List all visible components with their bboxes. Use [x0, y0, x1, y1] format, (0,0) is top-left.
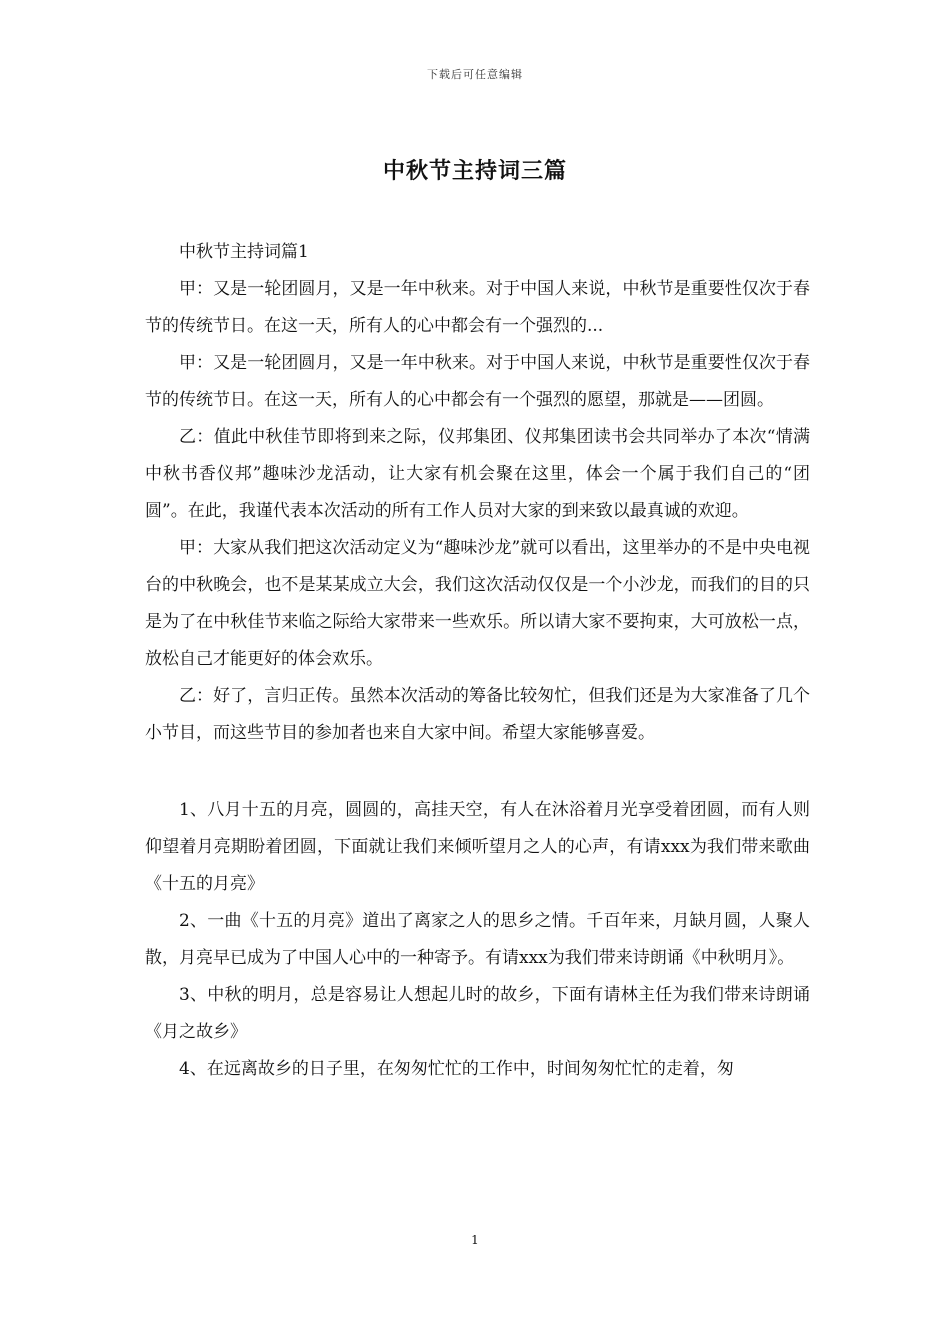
page-number: 1 — [471, 1233, 479, 1247]
program-item: 2、一曲《十五的月亮》道出了离家之人的思乡之情。千百年来，月缺月圆，人聚人散，月亮早已成为了中国人心中的一种寄予。有请xxx为我们带来诗朗诵《中秋明月》。 — [145, 911, 810, 968]
header-note: 下载后可任意编辑 — [427, 68, 523, 81]
paragraph: 乙：值此中秋佳节即将到来之际，仪邦集团、仪邦集团读书会共同举办了本次“情满中秋书香仪邦”趣味沙龙活动，让大家有机会聚在这里，体会一个属于我们自己的“团圆”。在此，我谨代表本次活动的所有工作人员对大家的到来致以最真诚的欢迎。 — [145, 427, 810, 521]
paragraph: 甲：又是一轮团圆月，又是一年中秋来。对于中国人来说，中秋节是重要性仅次于春节的传统节日。在这一天，所有人的心中都会有一个强烈的愿望，那就是——团圆。 — [145, 353, 810, 410]
document-body — [145, 234, 810, 1088]
section-heading: 中秋节主持词篇1 — [179, 242, 309, 262]
document-title: 中秋节主持词三篇 — [382, 158, 567, 184]
paragraph: 乙：好了，言归正传。虽然本次活动的筹备比较匆忙，但我们还是为大家准备了几个小节目，而这些节目的参加者也来自大家中间。希望大家能够喜爱。 — [145, 686, 810, 743]
program-item: 1、八月十五的月亮，圆圆的，高挂天空，有人在沐浴着月光享受着团圆，而有人则仰望着月亮期盼着团圆，下面就让我们来倾听望月之人的心声，有请xxx为我们带来歌曲《十五的月亮》 — [145, 800, 810, 894]
program-item: 3、中秋的明月，总是容易让人想起儿时的故乡，下面有请林主任为我们带来诗朗诵《月之故乡》 — [145, 985, 810, 1042]
paragraph: 甲：大家从我们把这次活动定义为“趣味沙龙”就可以看出，这里举办的不是中央电视台的中秋晚会，也不是某某成立大会，我们这次活动仅仅是一个小沙龙，而我们的目的只是为了在中秋佳节来临之际给大家带来一些欢乐。所以请大家不要拘束，大可放松一点，放松自己才能更好的体会欢乐。 — [145, 538, 810, 669]
paragraph-spacer — [145, 752, 810, 792]
program-item: 4、在远离故乡的日子里，在匆匆忙忙的工作中，时间匆匆忙忙的走着，匆 — [179, 1059, 734, 1079]
paragraph: 甲：又是一轮团圆月，又是一年中秋来。对于中国人来说，中秋节是重要性仅次于春节的传统节日。在这一天，所有人的心中都会有一个强烈的... — [145, 279, 810, 336]
